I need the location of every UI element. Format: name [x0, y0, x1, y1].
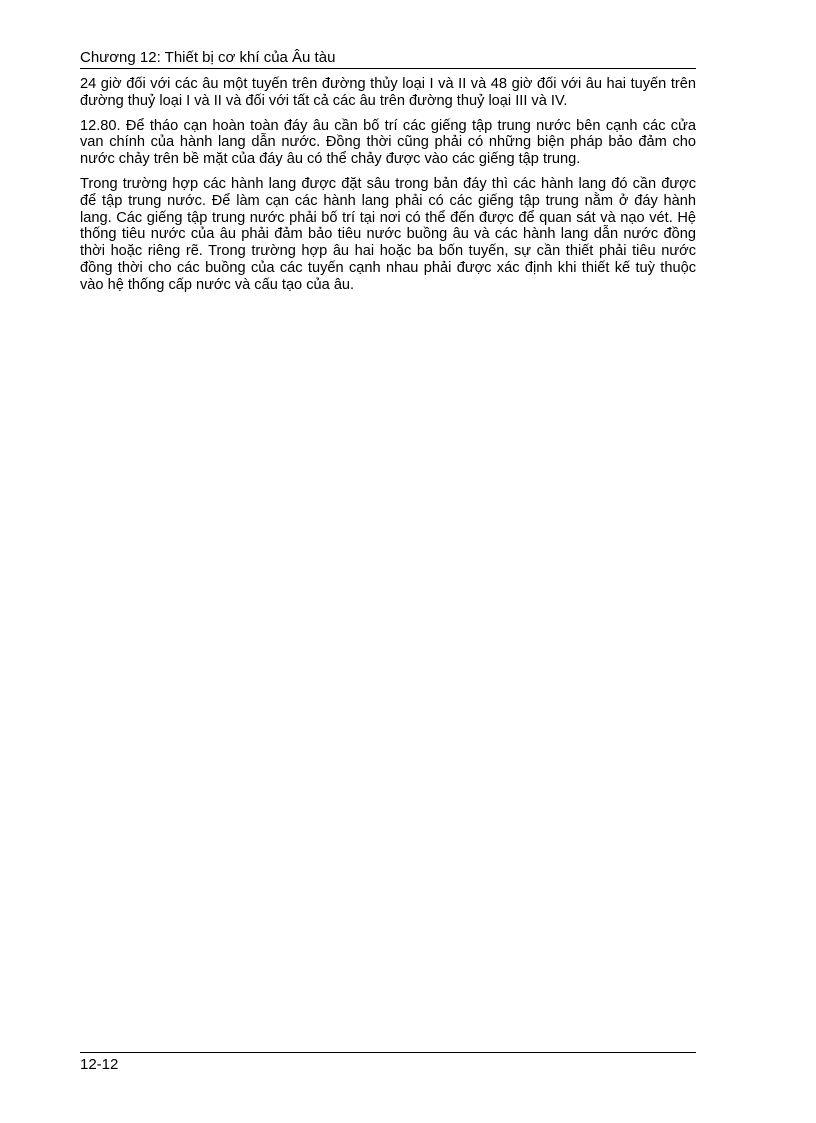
chapter-title: Chương 12: Thiết bị cơ khí của Âu tàu [80, 49, 336, 66]
paragraph-12-80: 12.80. Để tháo cạn hoàn toàn đáy âu cần bố trí các giếng tập trung nước bên cạnh các cửa van chính của hành lang dẫn nước. Đồng thời cũng phải có những biện pháp bảo đảm cho nước chảy trên bề mặt của đáy âu có thể chảy được vào các giếng tập trung. [80, 117, 696, 168]
page-header [80, 49, 696, 69]
paragraph-continuation: 24 giờ đối với các âu một tuyến trên đường thủy loại I và II và 48 giờ đối với âu hai tuyến trên đường thuỷ loại I và II và đối với tất cả các âu trên đường thuỷ loại III và IV. [80, 76, 696, 109]
page-body [80, 76, 696, 302]
paragraph-corridor-drainage: Trong trường hợp các hành lang được đặt sâu trong bản đáy thì các hành lang đó cần được để tập trung nước. Để làm cạn các hành lang phải có các giếng tập trung nằm ở đáy hành lang. Các giếng tập trung nước phải bố trí tại nơi có thể đến được để quan sát và nạo vét. Hệ thống tiêu nước của âu phải đảm bảo tiêu nước buồng âu và các hành lang dẫn nước đồng thời hoặc riêng rẽ. Trong trường hợp âu hai hoặc ba bốn tuyến, sự cần thiết phải tiêu nước đồng thời cho các buồng của các tuyến cạnh nhau phải được xác định khi thiết kế tuỳ thuộc vào hệ thống cấp nước và cấu tạo của âu. [80, 175, 696, 293]
footer-divider [80, 1052, 696, 1053]
page-number: 12-12 [80, 1056, 119, 1073]
